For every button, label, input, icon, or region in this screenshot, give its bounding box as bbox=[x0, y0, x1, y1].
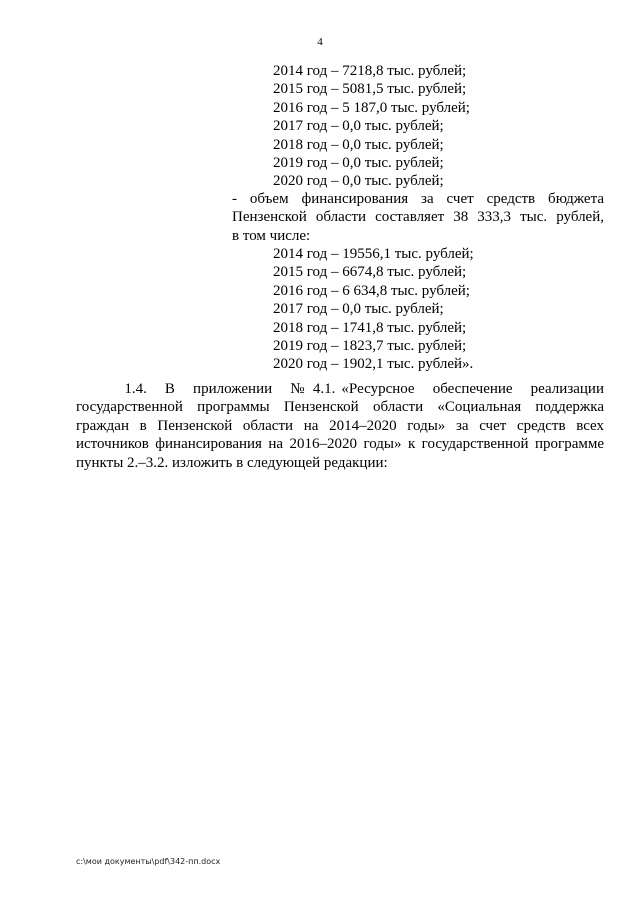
list-item: 2017 год – 0,0 тыс. рублей; bbox=[273, 118, 444, 135]
paragraph-line: государственной программы Пензенской области «Социальная поддержка bbox=[76, 399, 604, 416]
paragraph-line: пункты 2.–3.2. изложить в следующей редакции: bbox=[76, 454, 388, 471]
list-item: 2020 год – 0,0 тыс. рублей; bbox=[273, 173, 444, 190]
list-item: 2015 год – 5081,5 тыс. рублей; bbox=[273, 81, 467, 98]
paragraph-line: - объем финансирования за счет средств бюджета bbox=[232, 191, 604, 207]
list-item: 2020 год – 1902,1 тыс. рублей». bbox=[273, 356, 474, 373]
paragraph-line: в том числе: bbox=[232, 227, 311, 244]
list-item: 2019 год – 0,0 тыс. рублей; bbox=[273, 155, 444, 172]
list-item: 2016 год – 5 187,0 тыс. рублей; bbox=[273, 99, 470, 116]
page-number: 4 bbox=[317, 36, 323, 48]
amendment-paragraph bbox=[76, 380, 604, 472]
list-item: 2018 год – 0,0 тыс. рублей; bbox=[273, 136, 444, 153]
paragraph-line: граждан в Пензенской области на 2014–2020 годы» за счет средств всех bbox=[76, 417, 604, 434]
list-item: 2017 год – 0,0 тыс. рублей; bbox=[273, 301, 444, 318]
funding-list-a bbox=[273, 62, 470, 191]
paragraph-line: 1.4. В приложении № 4.1. «Ресурсное обеспечение реализации bbox=[76, 381, 604, 397]
list-item: 2018 год – 1741,8 тыс. рублей; bbox=[273, 319, 467, 336]
paragraph-line: Пензенской области составляет 38 333,3 тыс. рублей, bbox=[232, 209, 604, 226]
paragraph-line: источников финансирования на 2016–2020 годы» к государственной программе bbox=[76, 436, 604, 453]
list-item: 2016 год – 6 634,8 тыс. рублей; bbox=[273, 282, 470, 299]
list-item: 2014 год – 7218,8 тыс. рублей; bbox=[273, 63, 467, 79]
list-item: 2015 год – 6674,8 тыс. рублей; bbox=[273, 264, 467, 281]
footer-file-path: c:\мои документы\pdf\342-пп.docx bbox=[76, 857, 221, 866]
list-item: 2014 год – 19556,1 тыс. рублей; bbox=[273, 246, 474, 262]
funding-volume-paragraph bbox=[232, 190, 604, 245]
list-item: 2019 год – 1823,7 тыс. рублей; bbox=[273, 338, 467, 355]
funding-list-b bbox=[273, 245, 474, 374]
